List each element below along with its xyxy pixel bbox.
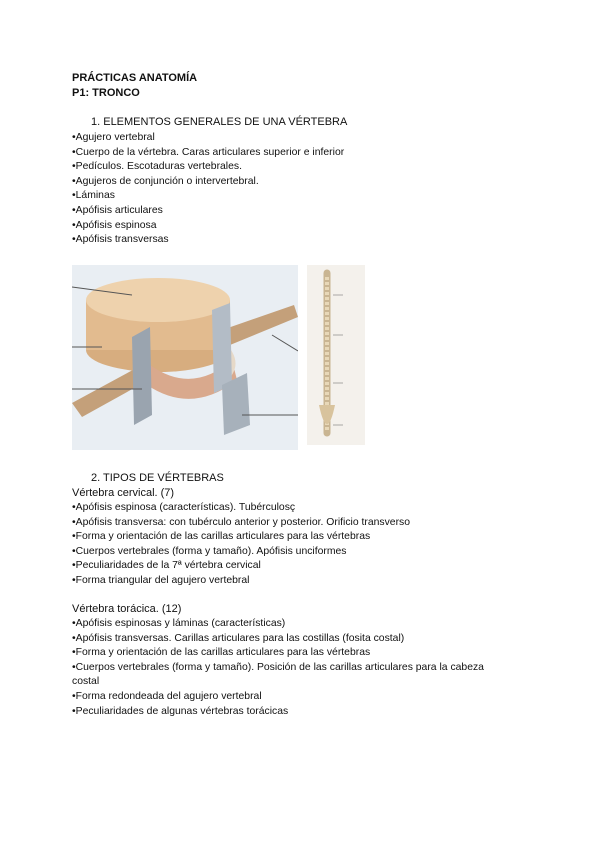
list-item: • Láminas — [72, 189, 344, 204]
list-item: • Apófisis transversas — [72, 233, 344, 248]
list-item: • Forma redondeada del agujero vertebral — [72, 690, 512, 705]
list-item: • Apófisis transversa: con tubérculo anterior y posterior. Orificio transverso — [72, 516, 410, 531]
list-item: • Pedículos. Escotaduras vertebrales. — [72, 160, 344, 175]
list-item: • Cuerpos vertebrales (forma y tamaño). Posición de las carillas articulares para la cabeza costal — [72, 661, 512, 690]
cervical-title: Vértebra cervical. (7) — [72, 487, 175, 499]
list-item: • Apófisis espinosas y láminas (características) — [72, 617, 512, 632]
list-item: • Peculiaridades de la 7ª vértebra cervical — [72, 559, 410, 574]
vertebra-diagram-icon — [72, 265, 298, 450]
document-subtitle: P1: TRONCO — [72, 87, 140, 99]
spine-diagram-icon — [307, 265, 365, 445]
list-item: • Agujero vertebral — [72, 131, 344, 146]
thoracic-title: Vértebra torácica. (12) — [72, 603, 182, 615]
section-heading-elements: 1. ELEMENTOS GENERALES DE UNA VÉRTEBRA — [91, 116, 348, 128]
list-item: • Forma y orientación de las carillas articulares para las vértebras — [72, 530, 410, 545]
list-item: • Agujeros de conjunción o intervertebral. — [72, 175, 344, 190]
document-title: PRÁCTICAS ANATOMÍA — [72, 72, 198, 84]
list-item: • Forma triangular del agujero vertebral — [72, 574, 410, 589]
elements-list — [72, 131, 344, 248]
list-item: • Apófisis articulares — [72, 204, 344, 219]
list-item: • Peculiaridades de algunas vértebras torácicas — [72, 705, 512, 720]
list-item: • Cuerpo de la vértebra. Caras articulares superior e inferior — [72, 146, 344, 161]
thoracic-list — [72, 617, 512, 719]
list-item: • Apófisis transversas. Carillas articulares para las costillas (fosita costal) — [72, 632, 512, 647]
list-item: • Apófisis espinosa — [72, 219, 344, 234]
list-item: • Cuerpos vertebrales (forma y tamaño). Apófisis unciformes — [72, 545, 410, 560]
cervical-list — [72, 501, 410, 589]
list-item: • Apófisis espinosa (características). Tubérculosç — [72, 501, 410, 516]
section-heading-types: 2. TIPOS DE VÉRTEBRAS — [91, 472, 224, 484]
list-item: • Forma y orientación de las carillas articulares para las vértebras — [72, 646, 512, 661]
